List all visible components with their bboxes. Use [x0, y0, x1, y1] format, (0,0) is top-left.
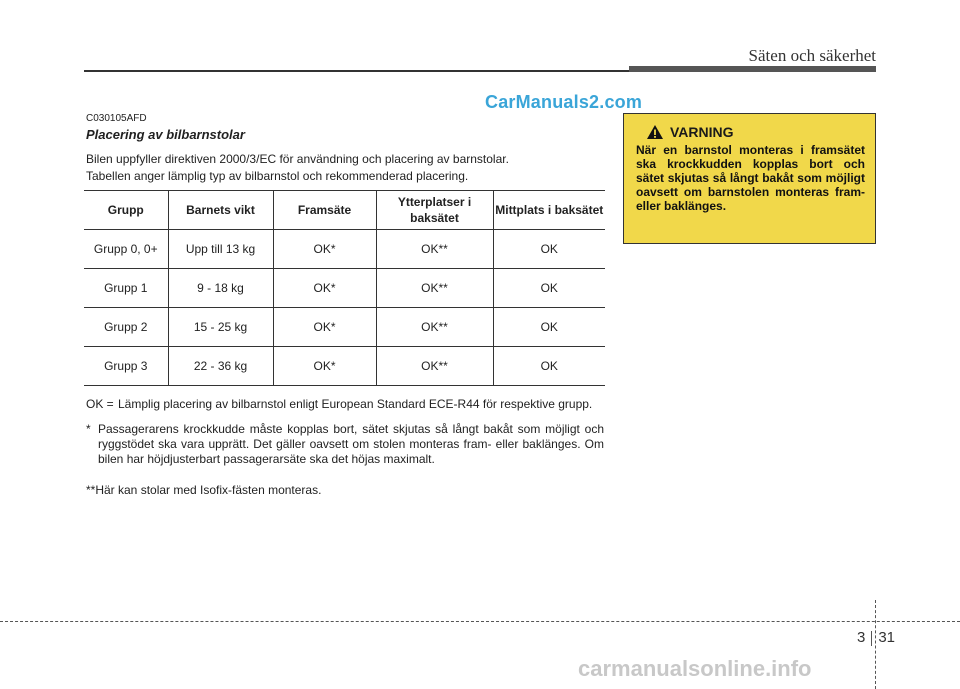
page-separator — [871, 631, 872, 646]
cell-weight: 9 - 18 kg — [168, 269, 273, 308]
cell-front: OK* — [273, 269, 376, 308]
note-text: Passagerarens krockkudde måste kopplas bort, sätet skjutas så långt bakåt som möjligt och ryggstödet ska vara upprätt. Det gäller oavsett om stolen monteras fram- eller baklänges. Om bilen har höjdjusterbart passagerarsäte ska det höjas maximalt. — [98, 422, 604, 466]
header-group: Grupp — [84, 191, 168, 230]
warning-header — [646, 124, 865, 140]
cell-group: Grupp 3 — [84, 347, 168, 386]
note-mark: OK = — [86, 397, 114, 411]
table-notes — [86, 397, 604, 508]
table-row — [84, 269, 605, 308]
header-rear-outer: Ytterplatser i baksätet — [376, 191, 493, 230]
cell-rear-outer: OK** — [376, 230, 493, 269]
watermark-bottom: carmanualsonline.info — [578, 656, 812, 681]
section-code: C030105AFD — [86, 113, 147, 124]
cell-rear-outer: OK** — [376, 347, 493, 386]
warning-text: När en barnstol monteras i framsätet ska krockkudden kopplas bort och sätet skjutas så långt bakåt som möjligt oavsett om barnstolen monteras fram- eller baklänges. — [636, 143, 865, 213]
watermark-link[interactable]: CarManuals2.com — [485, 92, 643, 112]
header-rule-accent — [629, 66, 876, 72]
note-mark: * — [86, 422, 91, 436]
note-text: **Här kan stolar med Isofix-fästen monteras. — [86, 483, 322, 497]
cell-weight: Upp till 13 kg — [168, 230, 273, 269]
section-heading: Placering av bilbarnstolar — [86, 127, 245, 142]
cell-group: Grupp 2 — [84, 308, 168, 347]
cell-weight: 22 - 36 kg — [168, 347, 273, 386]
note-isofix — [86, 483, 604, 498]
child-seat-table — [84, 190, 605, 386]
warning-title: VARNING — [670, 124, 734, 140]
cell-rear-middle: OK — [493, 347, 605, 386]
header-rear-middle: Mittplats i baksätet — [493, 191, 605, 230]
header-rule — [84, 70, 629, 72]
table-row — [84, 230, 605, 269]
intro-line: Bilen uppfyller direktiven 2000/3/EC för användning och placering av barnstolar. — [86, 152, 509, 166]
cell-front: OK* — [273, 308, 376, 347]
cell-rear-outer: OK** — [376, 269, 493, 308]
header-front-seat: Framsäte — [273, 191, 376, 230]
page-number — [857, 629, 895, 646]
footer-rule — [0, 621, 960, 622]
warning-box — [623, 113, 876, 244]
table-row — [84, 347, 605, 386]
intro-line: Tabellen anger lämplig typ av bilbarnstol och rekommenderad placering. — [86, 169, 469, 183]
cell-rear-middle: OK — [493, 230, 605, 269]
table-header-row — [84, 191, 605, 230]
note-ok — [86, 397, 604, 412]
cell-front: OK* — [273, 347, 376, 386]
page-number-value: 31 — [878, 629, 896, 646]
note-asterisk — [86, 422, 604, 467]
cell-group: Grupp 0, 0+ — [84, 230, 168, 269]
warning-triangle-icon — [646, 124, 664, 140]
chapter-number: 3 — [857, 629, 866, 646]
cell-weight: 15 - 25 kg — [168, 308, 273, 347]
header-weight: Barnets vikt — [168, 191, 273, 230]
cell-group: Grupp 1 — [84, 269, 168, 308]
note-text: Lämplig placering av bilbarnstol enligt European Standard ECE-R44 för respektive grupp. — [118, 397, 593, 411]
chapter-title: Säten och säkerhet — [748, 46, 876, 65]
cell-front: OK* — [273, 230, 376, 269]
table-row — [84, 308, 605, 347]
cell-rear-middle: OK — [493, 269, 605, 308]
cell-rear-middle: OK — [493, 308, 605, 347]
cell-rear-outer: OK** — [376, 308, 493, 347]
intro-text — [86, 151, 606, 185]
